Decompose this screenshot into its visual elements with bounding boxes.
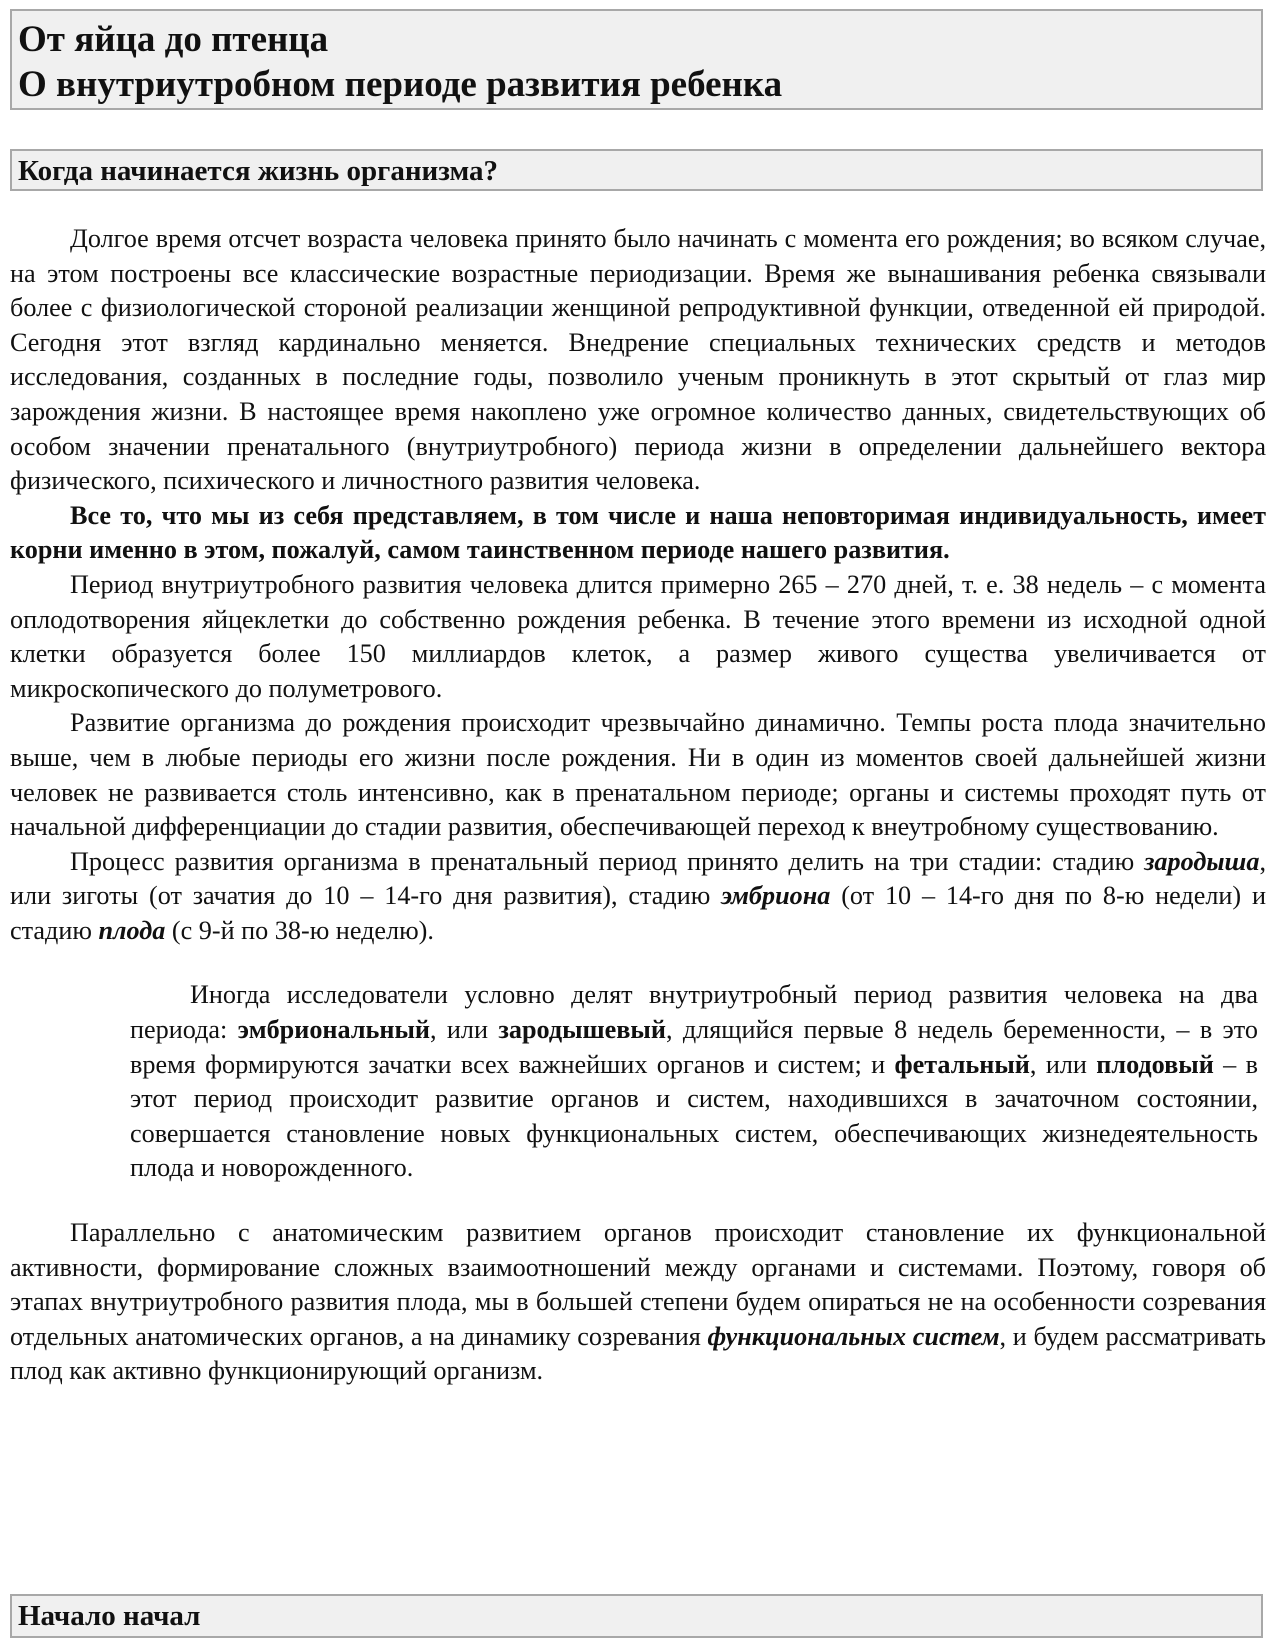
bold-statement: Все то, что мы из себя представляем, в том числе и наша неповторимая индивидуальность, имеет корни именно в этом, пожалуй, самом таинственном периоде нашего развития. bbox=[10, 500, 1266, 565]
paragraph-4: Развитие организма до рождения происходит чрезвычайно динамично. Темпы роста плода значительно выше, чем в любые периоды его жизни после рождения. Ни в один из моментов своей дальнейшей жизни человек не развивается столь интенсивно, как в пренатальном периоде; органы и системы проходят путь от начальной дифференциации до стадии развития, обеспечивающей переход к внеутробному существованию. bbox=[10, 708, 1266, 842]
section-heading-2: Начало начал bbox=[10, 1594, 1263, 1638]
paragraph-2-bold bbox=[10, 499, 1266, 568]
indented-note bbox=[130, 978, 1258, 1186]
term-zygote: зародыша bbox=[1144, 846, 1260, 876]
text-run: (с 9-й по 38-ю неделю). bbox=[165, 915, 434, 945]
term-embryo: эмбриона bbox=[721, 881, 831, 911]
term-functional-systems: функциональных систем bbox=[707, 1321, 1000, 1351]
document-body bbox=[10, 222, 1266, 1389]
term-germinal: зародышевый bbox=[498, 1015, 666, 1045]
section-heading-1: Когда начинается жизнь организма? bbox=[10, 149, 1263, 191]
term-embryonic: эмбриональный bbox=[237, 1015, 430, 1045]
text-run: (от 10 – 14-го дня по 8-ю недели) и стадию bbox=[10, 881, 1266, 945]
paragraph-3: Период внутриутробного развития человека длится примерно 265 – 270 дней, т. е. 38 недель – с момента оплодотворения яйцеклетки до собственно рождения ребенка. В течение этого времени из исходной одной клетки образуется более 150 миллиардов клеток, а размер живого существа увеличивается от микроскопического до полуметрового. bbox=[10, 569, 1266, 703]
text-run: , или bbox=[1029, 1049, 1097, 1079]
document-title-line-1: От яйца до птенца bbox=[18, 19, 329, 60]
text-run: , или bbox=[430, 1015, 499, 1045]
term-fetal: фетальный bbox=[894, 1049, 1030, 1079]
paragraph-6 bbox=[10, 1216, 1266, 1389]
document-title-line-2: О внутриутробном периоде развития ребенка bbox=[18, 64, 783, 105]
text-run: , или зиготы (от зачатия до 10 – 14-го дня развития), стадию bbox=[10, 846, 1266, 911]
term-fruit: плодовый bbox=[1096, 1049, 1214, 1079]
text-run: – в этот период происходит развитие органов и систем, находившихся в зачаточном состоянии, совершается становление новых функциональных систем, обеспечивающих жизнедеятельность плода и новорожденного. bbox=[130, 1049, 1258, 1183]
text-run: Параллельно с анатомическим развитием органов происходит становление их функциональной активности, формирование сложных взаимоотношений между органами и системами. Поэтому, говоря об этапах внутриутробного развития плода, мы в большей степени будем опираться не на особенности созревания отдельных анатомических органов, а на динамику созревания bbox=[10, 1218, 1266, 1351]
document-title-box bbox=[10, 9, 1263, 110]
text-run: Процесс развития организма в пренатальный период принято делить на три стадии: стадию bbox=[70, 846, 1145, 876]
text-run: , длящийся первые 8 недель беременности, – в это время формируются зачатки всех важнейших органов и систем; и bbox=[130, 1015, 1258, 1079]
text-run: , и будем рассматривать плод как активно функционирующий организм. bbox=[10, 1321, 1266, 1386]
term-fetus: плода bbox=[98, 915, 166, 945]
paragraph-5 bbox=[10, 845, 1266, 949]
paragraph-1: Долгое время отсчет возраста человека принято было начинать с момента его рождения; во всяком случае, на этом построены все классические возрастные периодизации. Время же вынашивания ребенка связывали более с физиологической стороной реализации женщиной репродуктивной функции, отведенной ей природой. Сегодня этот взгляд кардинально меняется. Внедрение специальных технических средств и методов исследования, созданных в последние годы, позволило ученым проникнуть в этот скрытый от глаз мир зарождения жизни. В настоящее время накоплено уже огромное количество данных, свидетельствующих об особом значении пренатального (внутриутробного) периода жизни в определении дальнейшего вектора физического, психического и личностного развития человека. bbox=[10, 224, 1266, 496]
text-run: Иногда исследователи условно делят внутриутробный период развития человека на два периода: bbox=[130, 980, 1258, 1045]
